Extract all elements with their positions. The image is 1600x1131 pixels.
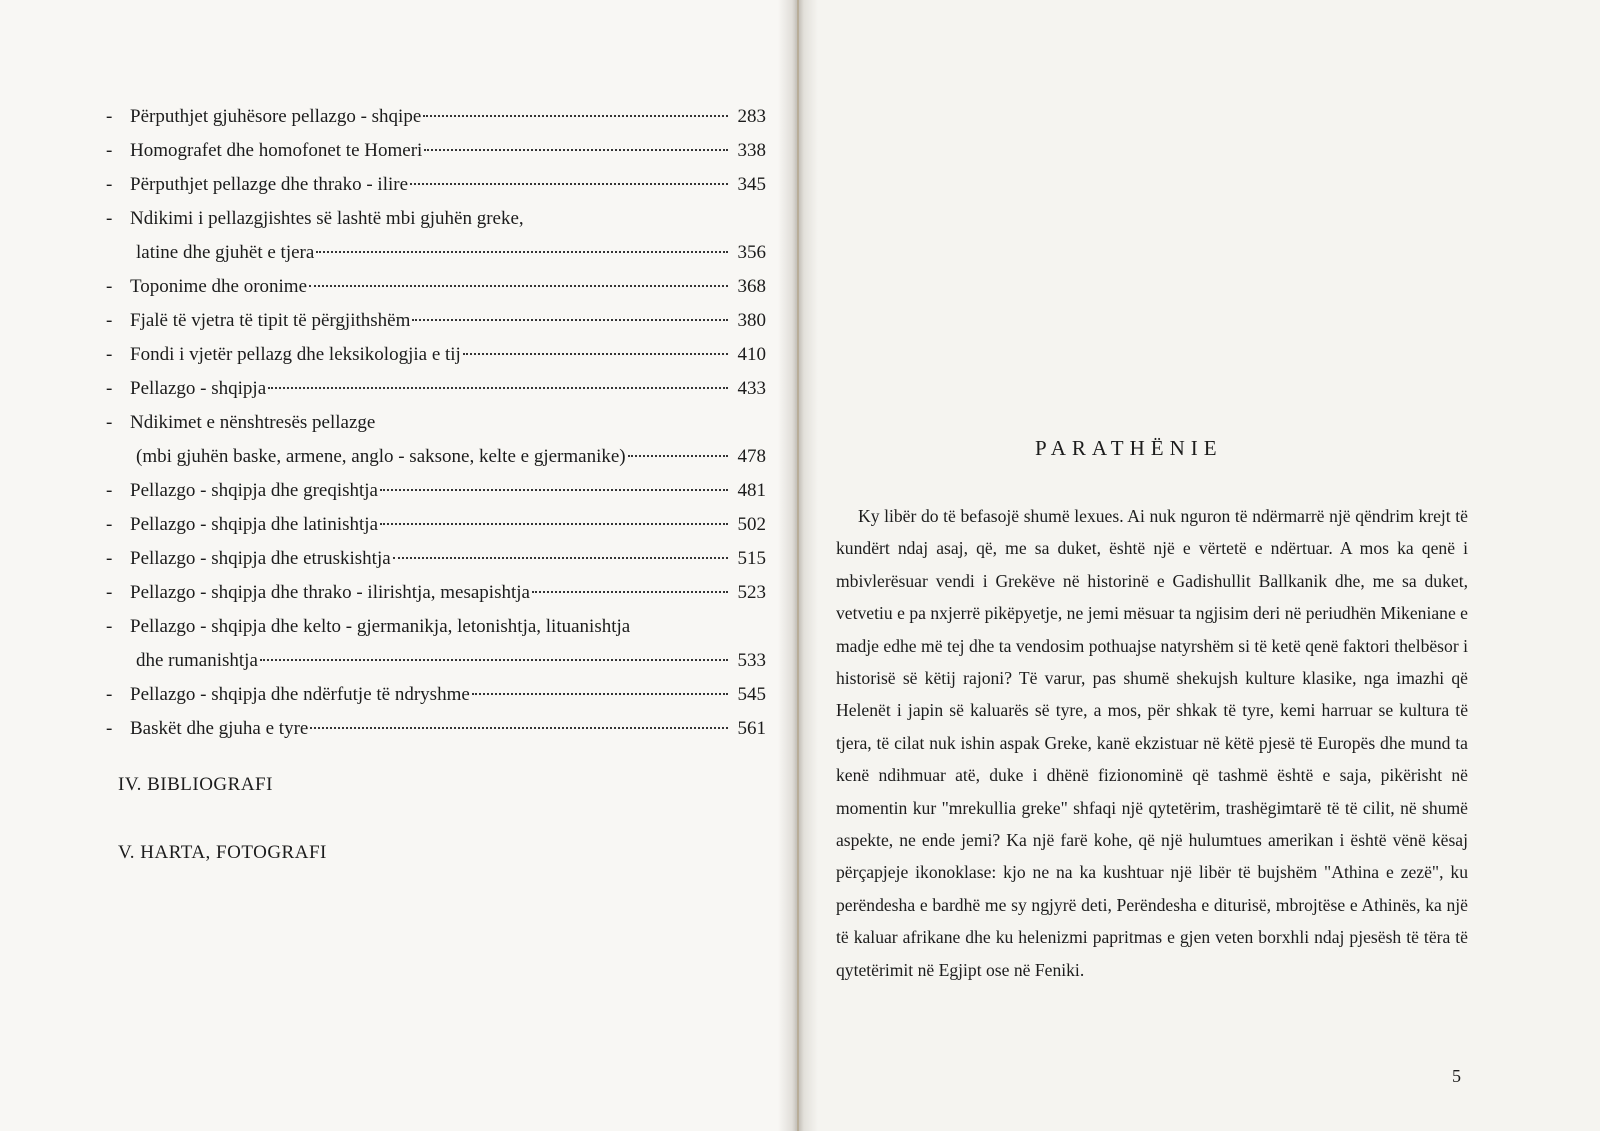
toc-leader-dots — [393, 557, 728, 559]
toc-entry-page: 380 — [737, 310, 766, 331]
toc-dash: - — [106, 310, 113, 331]
preface-paragraph: Ky libër do të befasojë shumë lexues. Ai nuk nguron të ndërmarrë një qëndrim krejt të kundërt ndaj asaj, që, me sa duket, është një e vërtetë e ndërtuar. A mos ka qenë i mbivlerësuar vendi i Grekëve në historinë e Gadishullit Ballkanik dhe, me sa duket, vetvetiu e pa nxjerrë pikëpyetje, ne jemi mësuar ta ngjisim deri në periudhën Mikeniane e madje edhe më tej dhe ta vendosim pothuajse natyrshëm si të ketë qenë faktori thelbësor i historisë së këtij rajoni? Të varur, pas shumë shekujsh kulture klasike, nga imazhi që Helenët i japin së kaluarës së tyre, a mos, për shkak të tyre, kemi harruar se kultura të tjera, të cilat nuk ishin aspak Greke, kanë ekzistuar në këtë pjesë të Europës dhe mund ta kenë ndihmuar atë, duke i dhënë fizionominë që tashmë është e saja, pikërisht në momentin kur "mrekullia greke" shfaqi një qytetërim, trashëgimtarë të të cilit, në shumë aspekte, ne ende jemi? Ka një farë kohe, që një hulumtues amerikan i është vënë kësaj përçapjeje ikonoklase: kjo ne na ka kushtuar një libër të bujshëm "Athina e zezë", ku perëndesha e bardhë me sy ngjyrë deti, Perëndesha e diturisë, mbrojtëse e Athinës, ka një të kaluar afrikane dhe ku helenizmi papritmas e gjen veten borxhli ndaj pjesësh të tëra të qytetërimit në Egjipt ose në Feniki. — [836, 506, 1468, 980]
toc-entry — [106, 372, 766, 406]
toc-entry — [106, 236, 766, 270]
toc-leader-dots — [380, 523, 728, 525]
toc-entry-title: Pellazgo - shqipja dhe etruskishtja — [130, 548, 391, 569]
toc-leader-dots — [309, 285, 728, 287]
toc-dash: - — [106, 412, 113, 433]
toc-entry-page: 356 — [737, 242, 766, 263]
toc-dash: - — [106, 684, 113, 705]
toc-entry-page: 338 — [737, 140, 766, 161]
toc-entry — [106, 576, 766, 610]
toc-entry-page: 368 — [737, 276, 766, 297]
toc-entry — [106, 542, 766, 576]
toc-entry-title: Pellazgo - shqipja dhe greqishtja — [130, 480, 378, 501]
toc-entry-page: 545 — [737, 684, 766, 705]
toc-entry — [106, 202, 766, 236]
toc-entry — [106, 440, 766, 474]
page-number: 5 — [1452, 1066, 1461, 1086]
toc-entry — [106, 270, 766, 304]
toc-leader-dots — [260, 659, 728, 661]
toc-entry — [106, 644, 766, 678]
toc-entry — [106, 508, 766, 542]
toc-entry-page: 523 — [737, 582, 766, 603]
toc-leader-dots — [424, 149, 728, 151]
toc-leader-dots — [532, 591, 728, 593]
toc-entry-title: Baskët dhe gjuha e tyre — [130, 718, 309, 739]
toc-leader-dots — [310, 727, 728, 729]
toc-leader-dots — [410, 183, 728, 185]
toc-entry-page: 515 — [737, 548, 766, 569]
toc-entry-title: Përputhjet pellazge dhe thrako - ilire — [130, 174, 409, 195]
toc-entry-title: Pellazgo - shqipja dhe ndërfutje të ndryshme — [130, 684, 470, 705]
toc-entry — [106, 134, 766, 168]
toc-dash: - — [106, 718, 113, 739]
toc-entry-title: Pellazgo - shqipja dhe latinishtja — [130, 514, 379, 535]
toc-entry-title: Pellazgo - shqipja dhe thrako - ilirishtja, mesapishtja — [130, 582, 530, 603]
toc-entry-page: 502 — [737, 514, 766, 535]
toc-entry-title: Ndikimet e nënshtresës pellazge — [130, 412, 376, 433]
section-harta-fotografi: V. HARTA, FOTOGRAFI — [118, 842, 327, 863]
toc-dash: - — [106, 208, 113, 229]
toc-entry-page: 410 — [737, 344, 766, 365]
toc-entry — [106, 406, 766, 440]
toc-entry-title: Ndikimi i pellazgjishtes së lashtë mbi gjuhën greke, — [130, 208, 524, 229]
preface-text — [836, 500, 1468, 986]
toc-dash: - — [106, 616, 113, 637]
toc-entry — [106, 304, 766, 338]
section-bibliografi: IV. BIBLIOGRAFI — [118, 774, 273, 795]
toc-entry-title: Përputhjet gjuhësore pellazgo - shqipe — [130, 106, 422, 127]
toc-leader-dots — [472, 693, 728, 695]
toc-entry — [106, 678, 766, 712]
toc-dash: - — [106, 276, 113, 297]
toc-entry-title: Pellazgo - shqipja dhe kelto - gjermanikja, letonishtja, lituanishtja — [130, 616, 631, 637]
chapter-heading: PARATHËNIE — [1035, 436, 1223, 460]
toc-dash: - — [106, 344, 113, 365]
toc-entry-title: Pellazgo - shqipja — [130, 378, 267, 399]
toc-dash: - — [106, 174, 113, 195]
toc-dash: - — [106, 106, 113, 127]
toc-entry-title: Fondi i vjetër pellazg dhe leksikologjia e tij — [130, 344, 461, 365]
toc-entry — [106, 100, 766, 134]
toc-entry-page: 533 — [737, 650, 766, 671]
toc-entry-page: 478 — [737, 446, 766, 467]
toc-entry-page: 433 — [737, 378, 766, 399]
toc-dash: - — [106, 514, 113, 535]
toc-dash: - — [106, 548, 113, 569]
toc-leader-dots — [316, 251, 728, 253]
toc-entry-page: 481 — [737, 480, 766, 501]
toc-leader-dots — [423, 115, 728, 117]
toc-entry-title: Homografet dhe homofonet te Homeri — [130, 140, 423, 161]
toc-entry-title: Toponime dhe oronime — [130, 276, 308, 297]
toc-leader-dots — [628, 455, 728, 457]
toc-entry — [106, 338, 766, 372]
toc-entry-title: dhe rumanishtja — [136, 650, 258, 671]
toc-dash: - — [106, 140, 113, 161]
toc-entry — [106, 610, 766, 644]
toc-leader-dots — [412, 319, 728, 321]
toc-entry-title: (mbi gjuhën baske, armene, anglo - saksone, kelte e gjermanike) — [136, 446, 626, 467]
toc-dash: - — [106, 480, 113, 501]
toc-leader-dots — [380, 489, 728, 491]
toc-leader-dots — [463, 353, 728, 355]
toc-entry — [106, 168, 766, 202]
table-of-contents — [106, 100, 766, 746]
toc-entry-title: Fjalë të vjetra të tipit të përgjithshëm — [130, 310, 411, 331]
gutter-line — [797, 0, 799, 1131]
toc-entry-title: latine dhe gjuhët e tjera — [136, 242, 315, 263]
toc-entry-page: 283 — [737, 106, 766, 127]
toc-entry-page: 561 — [737, 718, 766, 739]
toc-leader-dots — [268, 387, 728, 389]
toc-dash: - — [106, 378, 113, 399]
toc-entry — [106, 474, 766, 508]
toc-entry-page: 345 — [737, 174, 766, 195]
toc-dash: - — [106, 582, 113, 603]
toc-entry — [106, 712, 766, 746]
